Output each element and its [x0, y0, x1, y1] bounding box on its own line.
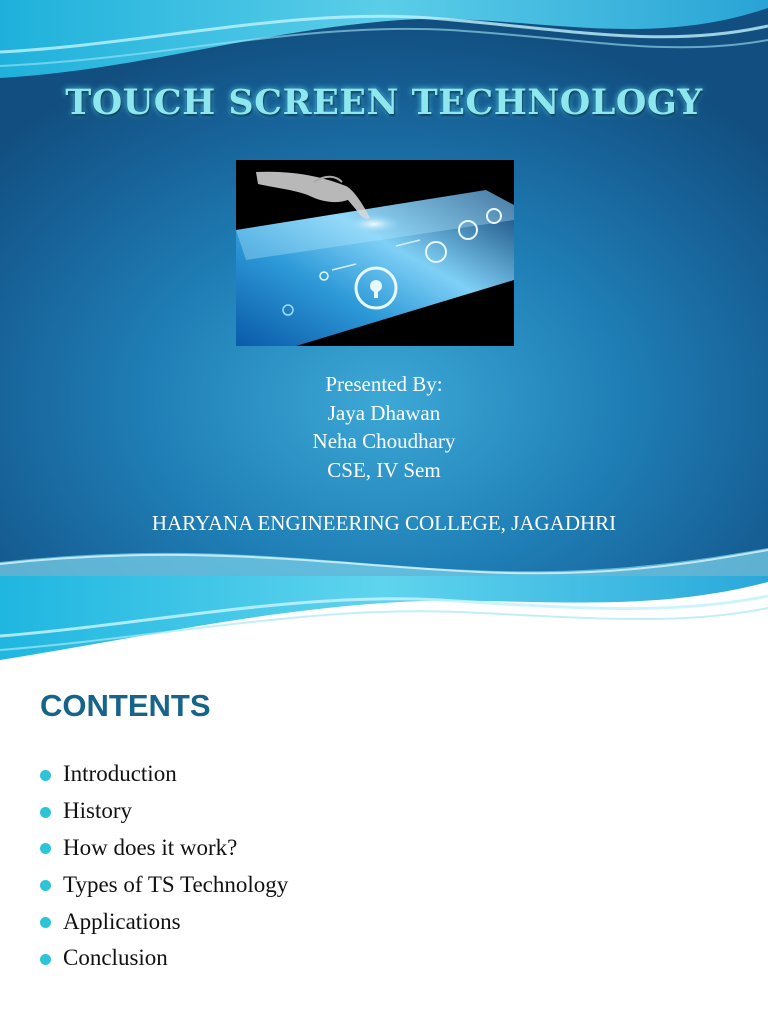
bullet-icon — [40, 807, 51, 818]
class-info: CSE, IV Sem — [327, 457, 441, 482]
list-item: Applications — [40, 903, 288, 940]
list-item: Introduction — [40, 756, 288, 793]
contents-slide — [0, 576, 768, 1024]
presenter-name: Jaya Dhawan — [327, 400, 441, 425]
presenter-name: Neha Choudhary — [312, 429, 456, 453]
contents-heading: CONTENTS — [40, 688, 211, 723]
bullet-icon — [40, 954, 51, 965]
top-wave-decoration — [0, 576, 768, 666]
bullet-icon — [40, 770, 51, 781]
list-item: How does it work? — [40, 830, 288, 867]
contents-list — [40, 756, 288, 977]
presented-by-label: Presented By: — [325, 372, 443, 396]
list-item: History — [40, 793, 288, 830]
bullet-icon — [40, 843, 51, 854]
presenter-info — [0, 370, 768, 484]
college-name: HARYANA ENGINEERING COLLEGE, JAGADHRI — [151, 511, 617, 535]
bullet-icon — [40, 917, 51, 928]
list-item: Types of TS Technology — [40, 866, 288, 903]
presentation-title: TOUCH SCREEN TECHNOLOGY — [65, 82, 703, 123]
bottom-wave-decoration — [0, 500, 768, 576]
bullet-icon — [40, 880, 51, 891]
touch-screen-photo — [236, 160, 514, 346]
list-item: Conclusion — [40, 940, 288, 977]
